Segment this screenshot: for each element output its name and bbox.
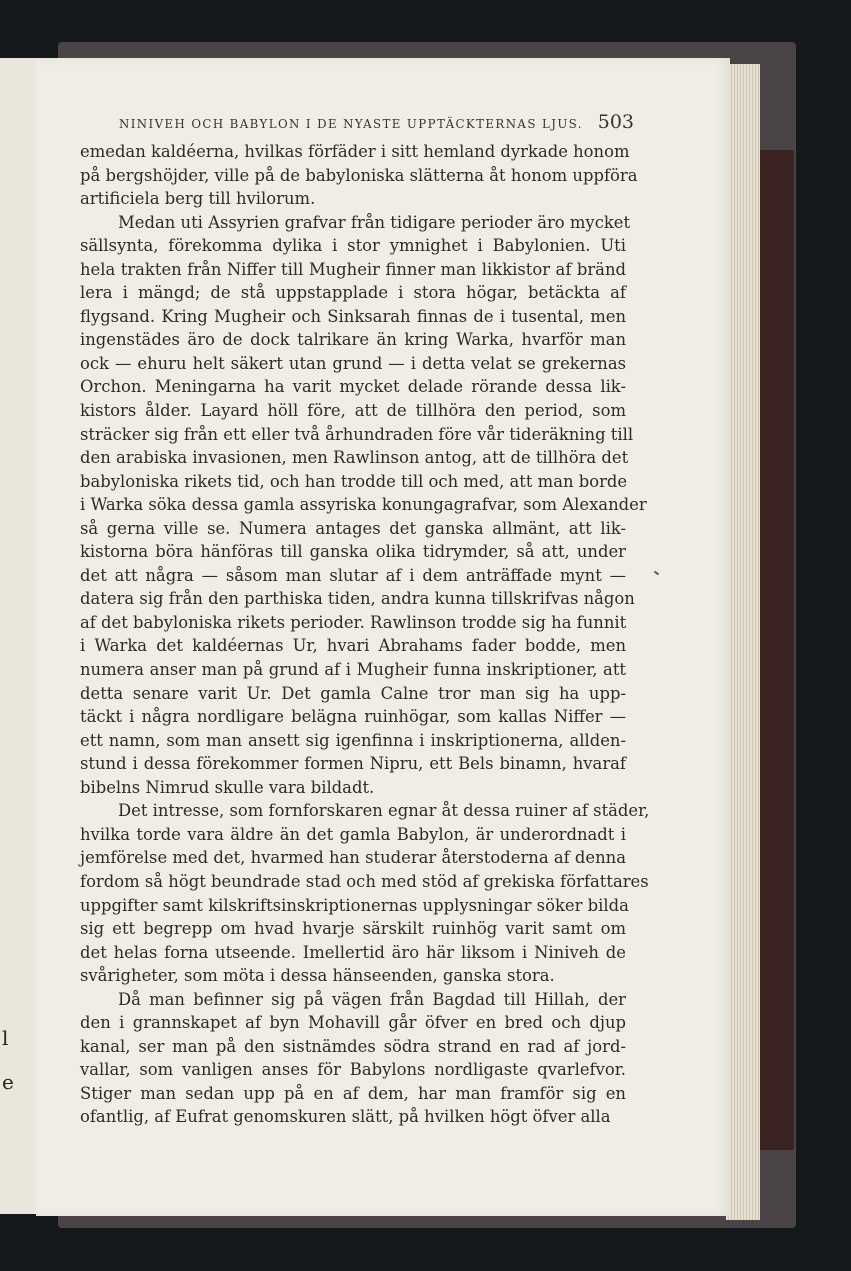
text-line: stund i dessa förekommer formen Nipru, ett Bels binamn, hvaraf	[80, 754, 626, 774]
text-line: lera i mängd; de stå uppstapplade i stora högar, betäckta af	[80, 283, 626, 303]
text-line: Medan uti Assyrien grafvar från tidigare perioder äro mycket	[118, 212, 631, 232]
text-line: den arabiska invasionen, men Rawlinson antog, att de tillhöra det	[80, 448, 629, 468]
text-line: vallar, som vanligen anses för Babylons nordligaste qvarlefvor.	[80, 1060, 626, 1080]
text-line: det att några — såsom man slutar af i dem anträffade mynt —	[80, 565, 626, 585]
left-page-edge	[0, 58, 39, 1214]
cover-edge	[758, 150, 794, 1150]
text-line: ock — ehuru helt säkert utan grund — i detta velat se grekernas	[80, 353, 626, 373]
text-line: Då man befinner sig på vägen från Bagdad till Hillah, der	[118, 989, 626, 1009]
text-line: svårigheter, som möta i dessa hänseenden, ganska stora.	[80, 966, 555, 986]
text-line: Det intresse, som fornforskaren egnar åt dessa ruiner af städer,	[118, 801, 650, 821]
text-line: Orchon. Meningarna ha varit mycket delade rörande dessa lik-	[80, 377, 626, 397]
text-line: i Warka söka dessa gamla assyriska konungagrafvar, som Alexander	[80, 495, 647, 515]
text-line: i Warka det kaldéernas Ur, hvari Abrahams fader bodde, men	[80, 636, 626, 656]
text-line: uppgifter samt kilskriftsinskriptionernas upplysningar söker bilda	[80, 895, 629, 915]
text-line: jemförelse med det, hvarmed han studerar återstoderna af denna	[80, 848, 626, 868]
text-line: emedan kaldéerna, hvilkas förfäder i sitt hemland dyrkade honom	[80, 142, 630, 161]
text-line: Stiger man sedan upp på en af dem, har man framför sig en	[80, 1083, 626, 1103]
text-line: kistorna böra hänföras till ganska olika tidrymder, så att, under	[80, 542, 626, 562]
text-line: hela trakten från Niffer till Mugheir finner man likkistor af bränd	[80, 259, 626, 279]
text-line: det helas forna utseende. Imellertid äro här liksom i Niniveh de	[80, 942, 626, 962]
text-line: flygsand. Kring Mugheir och Sinksarah finnas de i tusental, men	[80, 306, 626, 326]
running-header	[119, 111, 634, 135]
text-line: ofantlig, af Eufrat genomskuren slätt, på hvilken högt öfver alla	[80, 1107, 611, 1127]
text-line: af det babyloniska rikets perioder. Rawlinson trodde sig ha funnit	[80, 612, 627, 632]
text-line: ett namn, som man ansett sig igenfinna i inskriptionerna, allden-	[80, 730, 626, 750]
text-line: den i grannskapet af byn Mohavill går öfver en bred och djup	[80, 1013, 626, 1033]
text-line: babyloniska rikets tid, och han trodde till och med, att man borde	[80, 471, 628, 491]
text-line: kanal, ser man på den sistnämdes södra strand en rad af jord-	[80, 1036, 626, 1056]
text-line: sträcker sig från ett eller två århundraden före vår tideräkning till	[80, 424, 634, 444]
text-line: numera anser man på grund af i Mugheir funna inskriptioner, att	[80, 660, 626, 680]
text-line: fordom så högt beundrade stad och med stöd af grekiska författares	[80, 871, 649, 891]
text-line: sig ett begrepp om hvad hvarje särskilt ruinhög varit samt om	[80, 919, 626, 939]
text-line: bibelns Nimrud skulle vara bildadt.	[80, 777, 375, 797]
text-line: på bergshöjder, ville på de babyloniska slätterna åt honom uppföra	[80, 165, 638, 185]
left-page-glyph: e	[2, 1070, 14, 1094]
text-line: kistors ålder. Layard höll före, att de tillhöra den period, som	[80, 401, 626, 421]
page-number: 503	[597, 111, 634, 133]
text-line: täckt i några nordligare belägna ruinhögar, som kallas Niffer —	[80, 707, 626, 727]
page-stack	[726, 64, 760, 1220]
running-title: NINIVEH OCH BABYLON I DE NYASTE UPPTÄCKTERNAS LJUS.	[119, 117, 583, 131]
text-line: artificiela berg till hvilorum.	[80, 189, 316, 209]
text-line: datera sig från den parthiska tiden, andra kunna tillskrifvas någon	[80, 589, 635, 609]
left-page-glyph: l	[2, 1026, 9, 1050]
text-line: detta senare varit Ur. Det gamla Calne tror man sig ha upp-	[80, 683, 626, 703]
text-line: hvilka torde vara äldre än det gamla Babylon, är underordnadt i	[80, 824, 626, 844]
text-line: så gerna ville se. Numera antages det ganska allmänt, att lik-	[80, 518, 626, 538]
text-line: ingenstädes äro de dock talrikare än kring Warka, hvarför man	[80, 330, 626, 350]
text-line: sällsynta, förekomma dylika i stor ymnighet i Babylonien. Uti	[80, 236, 626, 256]
body-text	[80, 140, 650, 1129]
